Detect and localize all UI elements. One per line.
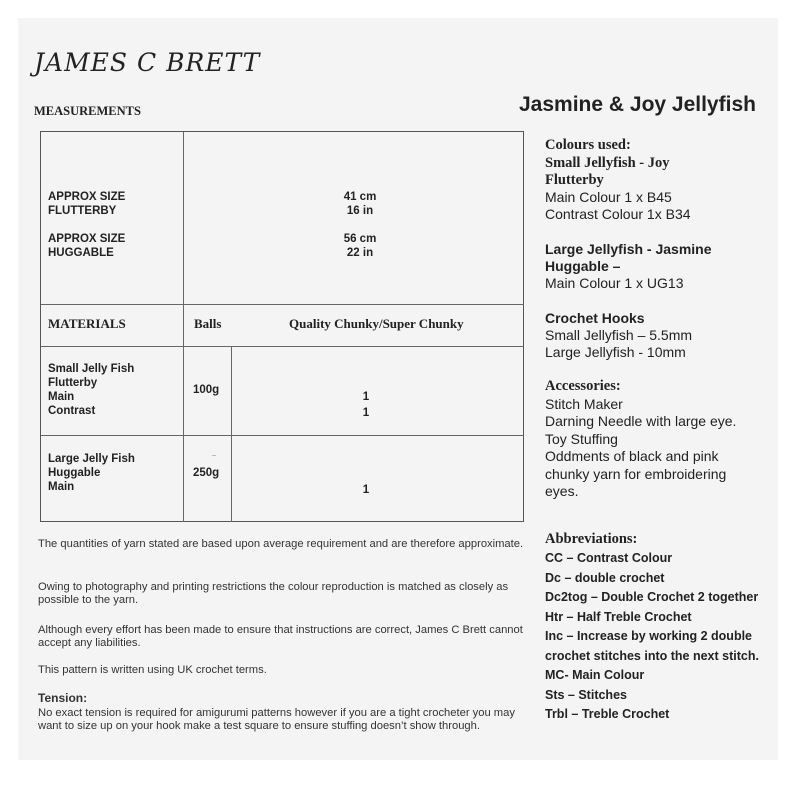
ball-weight: 100g xyxy=(193,384,220,396)
materials-header: MATERIALS xyxy=(48,316,126,331)
accessory-item: eyes. xyxy=(545,483,579,499)
quality-header: Quality Chunky/Super Chunky xyxy=(289,316,464,331)
note-paragraph: This pattern is written using UK crochet terms. xyxy=(38,664,267,676)
size-value: 41 cm xyxy=(343,191,377,203)
large-jellyfish-heading: Huggable – xyxy=(545,258,621,274)
balls-header: Balls xyxy=(194,316,222,331)
hook-item: Large Jellyfish - 10mm xyxy=(545,344,686,360)
size-label: HUGGABLE xyxy=(48,247,114,259)
size-label: APPROX SIZE xyxy=(48,191,126,203)
quantity: 1 xyxy=(362,484,370,496)
accessory-item: Oddments of black and pink xyxy=(545,448,719,464)
material-line: Huggable xyxy=(48,467,101,479)
abbreviation-item: Dc2tog – Double Crochet 2 together xyxy=(545,590,759,604)
tension-text: No exact tension is required for amigurumi patterns however if you are a tight crocheter you may want to size up on your hook make a test square to ensure stuffing doesn’t show through. xyxy=(38,707,515,733)
large-jellyfish-heading: Large Jellyfish - Jasmine xyxy=(545,241,712,257)
hooks-heading: Crochet Hooks xyxy=(545,310,645,326)
abbreviation-item: CC – Contrast Colour xyxy=(545,551,673,565)
column-divider xyxy=(183,132,184,522)
accessory-item: Toy Stuffing xyxy=(545,431,618,447)
tension-heading: Tension: xyxy=(38,691,88,705)
size-value: 16 in xyxy=(346,205,374,217)
abbreviation-item: Htr – Half Treble Crochet xyxy=(545,610,692,624)
colours-heading: Colours used: xyxy=(545,137,631,153)
material-line: Main xyxy=(48,391,75,403)
hook-item: Small Jellyfish – 5.5mm xyxy=(545,327,693,343)
quantity: 1 xyxy=(362,391,370,403)
small-jellyfish-heading: Small Jellyfish - Joy xyxy=(545,155,670,171)
size-value: 22 in xyxy=(346,247,374,259)
material-line: Main xyxy=(48,481,75,493)
abbreviation-item: Inc – Increase by working 2 double xyxy=(545,629,753,643)
small-jellyfish-heading: Flutterby xyxy=(545,172,604,188)
table-mark xyxy=(212,455,216,456)
quantity: 1 xyxy=(362,407,370,419)
abbreviation-item: Trbl – Treble Crochet xyxy=(545,707,670,721)
pattern-title: Jasmine & Joy Jellyfish xyxy=(519,93,756,116)
material-line: Contrast xyxy=(48,405,96,417)
note-paragraph: Owing to photography and printing restrictions the colour reproduction is matched as closely as possible to the yarn. xyxy=(38,581,509,607)
note-paragraph: The quantities of yarn stated are based upon average requirement and are therefore approximate. xyxy=(38,538,524,550)
material-line: Large Jelly Fish xyxy=(48,453,135,465)
size-label: FLUTTERBY xyxy=(48,205,117,217)
row-divider xyxy=(41,346,524,347)
abbreviation-item: MC- Main Colour xyxy=(545,668,645,682)
accessory-item: chunky yarn for embroidering xyxy=(545,466,727,482)
material-line: Flutterby xyxy=(48,377,98,389)
column-divider xyxy=(231,346,232,522)
accessories-heading: Accessories: xyxy=(545,378,621,394)
brand-logo: JAMES C BRETT xyxy=(34,48,261,77)
accessory-item: Darning Needle with large eye. xyxy=(545,413,737,429)
row-divider xyxy=(41,435,524,436)
note-paragraph: Although every effort has been made to ensure that instructions are correct, James C Brett cannot accept any liabilities. xyxy=(38,624,523,650)
abbreviation-item: Dc – double crochet xyxy=(545,571,665,585)
abbreviation-item: Sts – Stitches xyxy=(545,688,627,702)
size-value: 56 cm xyxy=(343,233,377,245)
abbreviation-item: crochet stitches into the next stitch. xyxy=(545,649,759,663)
row-divider xyxy=(41,304,524,305)
colour-item: Contrast Colour 1x B34 xyxy=(545,206,691,222)
colour-item: Main Colour 1 x B45 xyxy=(545,189,672,205)
accessory-item: Stitch Maker xyxy=(545,396,623,412)
ball-weight: 250g xyxy=(193,467,220,479)
material-line: Small Jelly Fish xyxy=(48,363,135,375)
size-label: APPROX SIZE xyxy=(48,233,126,245)
colour-item: Main Colour 1 x UG13 xyxy=(545,275,684,291)
measurements-heading: MEASUREMENTS xyxy=(34,104,141,118)
abbreviations-heading: Abbreviations: xyxy=(545,531,638,547)
